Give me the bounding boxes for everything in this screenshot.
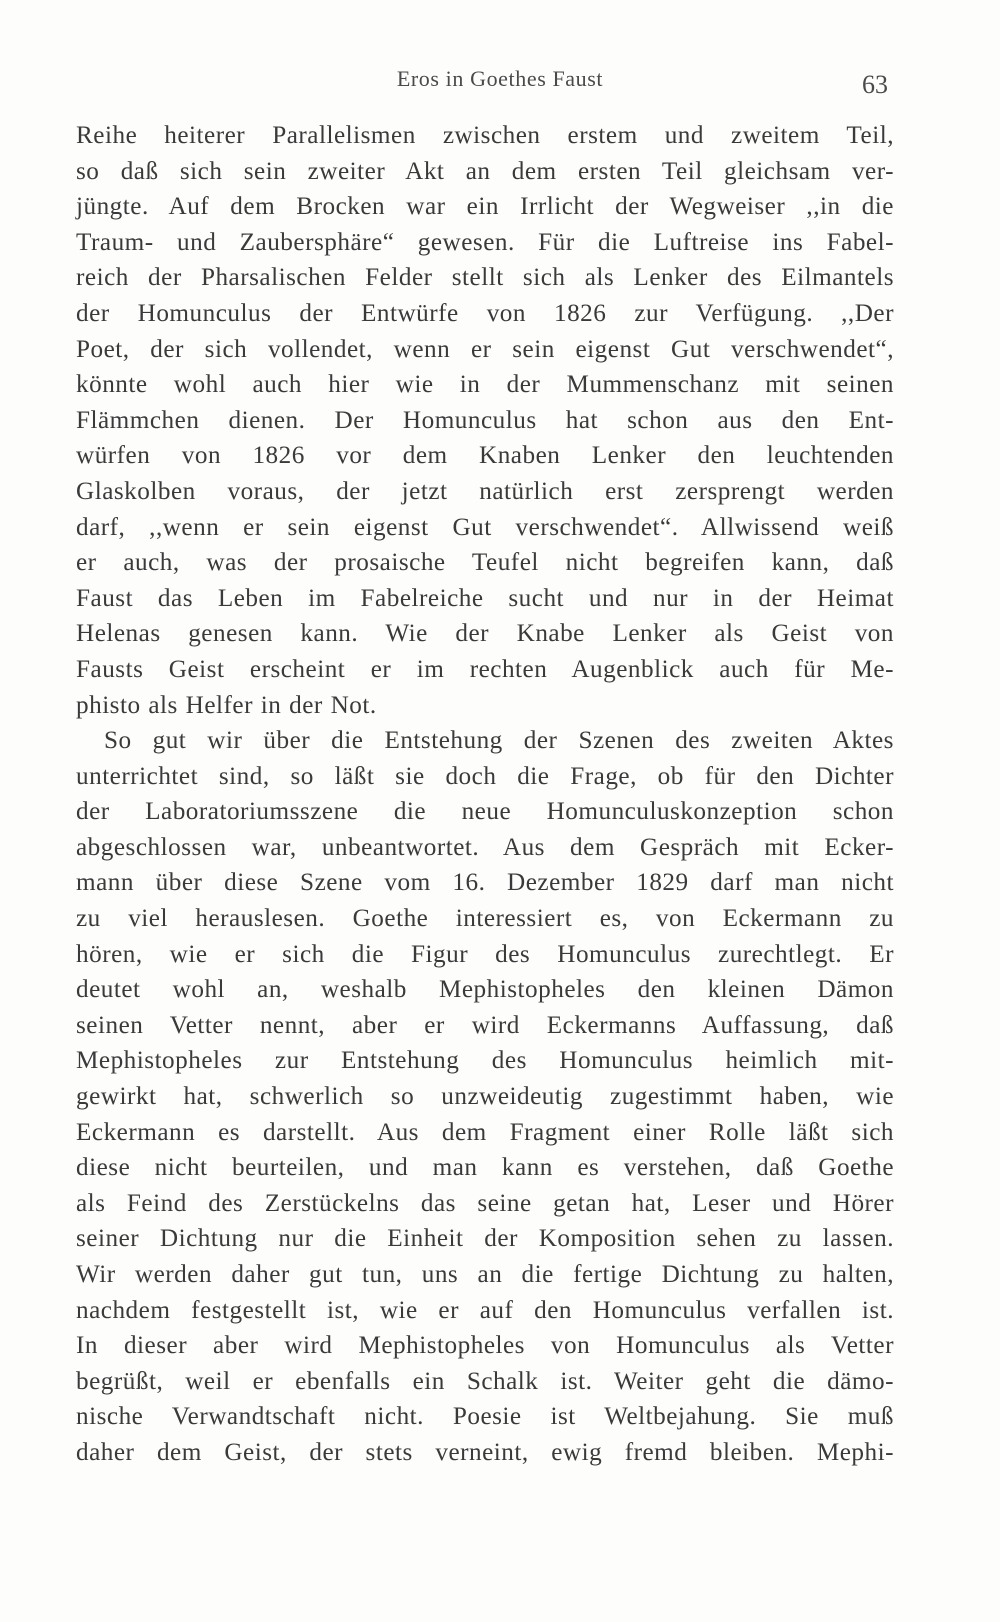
text-line: Faust das Leben im Fabelreiche sucht und nur in der Heimat [76, 584, 894, 612]
text-line: Reihe heiterer Parallelismen zwischen erstem und zweitem Teil, [76, 122, 894, 149]
text-line: der Laboratoriumsszene die neue Homunculuskonzeption schon [76, 798, 894, 826]
page-number: 63 [862, 70, 888, 99]
text-line: jüngte. Auf dem Brocken war ein Irrlicht der Wegweiser ,,in die [76, 193, 894, 221]
text-line: als Feind des Zerstückelns das seine getan hat, Leser und Hörer [76, 1189, 894, 1217]
text-line: darf, ,,wenn er sein eigenst Gut verschwendet“. Allwissend weiß [76, 513, 894, 541]
text-line: Flämmchen dienen. Der Homunculus hat schon aus den Ent- [76, 406, 894, 434]
running-title: Eros in Goethes Faust [396, 66, 604, 91]
text-line: hören, wie er sich die Figur des Homunculus zurechtlegt. Er [76, 940, 894, 968]
text-line: abgeschlossen war, unbeantwortet. Aus dem Gespräch mit Ecker- [76, 833, 894, 861]
body-text [76, 118, 894, 1471]
text-line: daher dem Geist, der stets verneint, ewig fremd bleiben. Mephi- [76, 1438, 894, 1466]
text-line: So gut wir über die Entstehung der Szenen des zweiten Aktes [104, 727, 894, 755]
text-line: Traum- und Zaubersphäre“ gewesen. Für die Luftreise ins Fabel- [76, 228, 894, 256]
text-line: so daß sich sein zweiter Akt an dem ersten Teil gleichsam ver- [76, 157, 894, 185]
text-line: phisto als Helfer in der Not. [76, 691, 377, 719]
text-line: er auch, was der prosaische Teufel nicht begreifen kann, daß [76, 549, 894, 577]
text-line: seiner Dichtung nur die Einheit der Komposition sehen zu lassen. [76, 1225, 894, 1253]
text-line: Wir werden daher gut tun, uns an die fertige Dichtung zu halten, [76, 1261, 894, 1288]
text-line: könnte wohl auch hier wie in der Mummenschanz mit seinen [76, 371, 894, 399]
text-line: nachdem festgestellt ist, wie er auf den Homunculus verfallen ist. [76, 1296, 894, 1324]
text-line: Poet, der sich vollendet, wenn er sein eigenst Gut verschwendet“, [76, 335, 894, 363]
text-line: Fausts Geist erscheint er im rechten Augenblick auch für Me- [76, 655, 894, 683]
text-line: reich der Pharsalischen Felder stellt sich als Lenker des Eilmantels [76, 264, 894, 292]
text-line: zu viel herauslesen. Goethe interessiert es, von Eckermann zu [76, 905, 894, 933]
text-line: begrüßt, weil er ebenfalls ein Schalk ist. Weiter geht die dämo- [76, 1367, 894, 1395]
text-line: würfen von 1826 vor dem Knaben Lenker den leuchtenden [76, 442, 894, 470]
paragraph-1 [76, 118, 894, 723]
running-head [0, 64, 1000, 100]
text-line: Mephistopheles zur Entstehung des Homunculus heimlich mit- [76, 1047, 894, 1075]
text-line: nische Verwandtschaft nicht. Poesie ist Weltbejahung. Sie muß [76, 1403, 894, 1431]
text-line: der Homunculus der Entwürfe von 1826 zur Verfügung. ,,Der [76, 299, 894, 327]
text-line: seinen Vetter nennt, aber er wird Eckermanns Auffassung, daß [76, 1011, 894, 1039]
text-line: unterrichtet sind, so läßt sie doch die Frage, ob für den Dichter [76, 762, 894, 790]
paragraph-2 [76, 723, 894, 1470]
text-line: mann über diese Szene vom 16. Dezember 1829 darf man nicht [76, 869, 894, 897]
text-line: deutet wohl an, weshalb Mephistopheles den kleinen Dämon [76, 976, 894, 1004]
text-line: diese nicht beurteilen, und man kann es verstehen, daß Goethe [76, 1154, 894, 1182]
text-line: In dieser aber wird Mephistopheles von Homunculus als Vetter [76, 1332, 894, 1360]
text-line: Glaskolben voraus, der jetzt natürlich erst zersprengt werden [76, 477, 894, 505]
text-line: Helenas genesen kann. Wie der Knabe Lenker als Geist von [76, 620, 894, 648]
text-line: Eckermann es darstellt. Aus dem Fragment einer Rolle läßt sich [76, 1118, 894, 1146]
text-line: gewirkt hat, schwerlich so unzweideutig zugestimmt haben, wie [76, 1083, 894, 1111]
